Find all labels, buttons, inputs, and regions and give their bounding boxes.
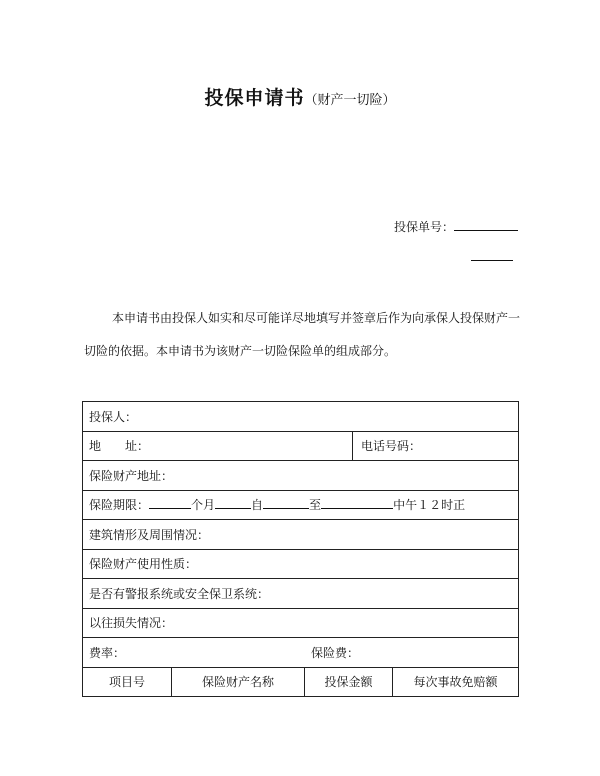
policy-number-blank[interactable]: [454, 218, 518, 231]
address-cell[interactable]: [83, 431, 353, 461]
usage-label: 保险财产使用性质：: [89, 557, 198, 572]
premium-label: 保险费：: [311, 645, 360, 660]
col-header-item-no: 项目号: [83, 667, 172, 697]
building-cell[interactable]: [83, 520, 519, 550]
period-cell[interactable]: [83, 490, 519, 520]
col-header-property-name: 保险财产名称: [172, 667, 305, 697]
rate-premium-cell[interactable]: [83, 638, 519, 668]
insured-address-cell[interactable]: [83, 461, 519, 491]
usage-cell[interactable]: [83, 549, 519, 579]
alarm-cell[interactable]: [83, 579, 519, 609]
applicant-cell[interactable]: [83, 402, 519, 432]
loss-history-cell[interactable]: [83, 608, 519, 638]
document-title: [0, 74, 600, 112]
phone-label: 电话号码：: [361, 439, 422, 454]
row-insured-address: [83, 461, 519, 491]
period-months-label: 个月: [191, 498, 216, 513]
period-end-blank[interactable]: [321, 496, 393, 509]
policy-number-field: [394, 218, 518, 235]
title-main: 投保申请书: [204, 87, 305, 109]
title-sub: （财产一切险）: [304, 93, 396, 108]
address-label-a: 地: [89, 439, 102, 454]
loss-history-label: 以往损失情况：: [89, 616, 174, 631]
period-months-blank[interactable]: [149, 496, 191, 509]
address-label-b: 址：: [125, 439, 150, 454]
row-usage: [83, 549, 519, 579]
row-rate-premium: [83, 638, 519, 668]
intro-line-1: 本申请书由投保人如实和尽可能详尽地填写并签章后作为向承保人投保财产一: [112, 311, 521, 325]
period-label: 保险期限：: [89, 498, 150, 513]
building-label: 建筑情形及周围情况：: [89, 527, 210, 542]
policy-number-label: 投保单号：: [394, 220, 455, 234]
row-building: [83, 520, 519, 550]
phone-cell[interactable]: [353, 431, 519, 461]
row-loss-history: [83, 608, 519, 638]
period-from-blank[interactable]: [215, 496, 251, 509]
row-period: [83, 490, 519, 520]
row-column-headers: [83, 667, 519, 697]
period-start-blank[interactable]: [263, 496, 309, 509]
col-header-deductible: 每次事故免赔额: [393, 667, 519, 697]
row-address: [83, 431, 519, 461]
row-alarm: [83, 579, 519, 609]
intro-line-2: 切险的依据。本申请书为该财产一切险保险单的组成部分。: [84, 344, 397, 358]
policy-number-blank-2[interactable]: [471, 260, 513, 261]
applicant-label: 投保人：: [89, 409, 138, 424]
period-to-label: 至: [309, 498, 322, 513]
row-applicant: [83, 402, 519, 432]
application-form-table: [82, 401, 519, 697]
insured-address-label: 保险财产地址：: [89, 468, 174, 483]
alarm-label: 是否有警报系统或安全保卫系统：: [89, 586, 270, 601]
col-header-sum-insured: 投保金额: [305, 667, 393, 697]
period-noon-label: 中午１２时正: [393, 498, 466, 513]
period-from-label: 自: [251, 498, 264, 513]
rate-label: 费率：: [89, 645, 126, 660]
